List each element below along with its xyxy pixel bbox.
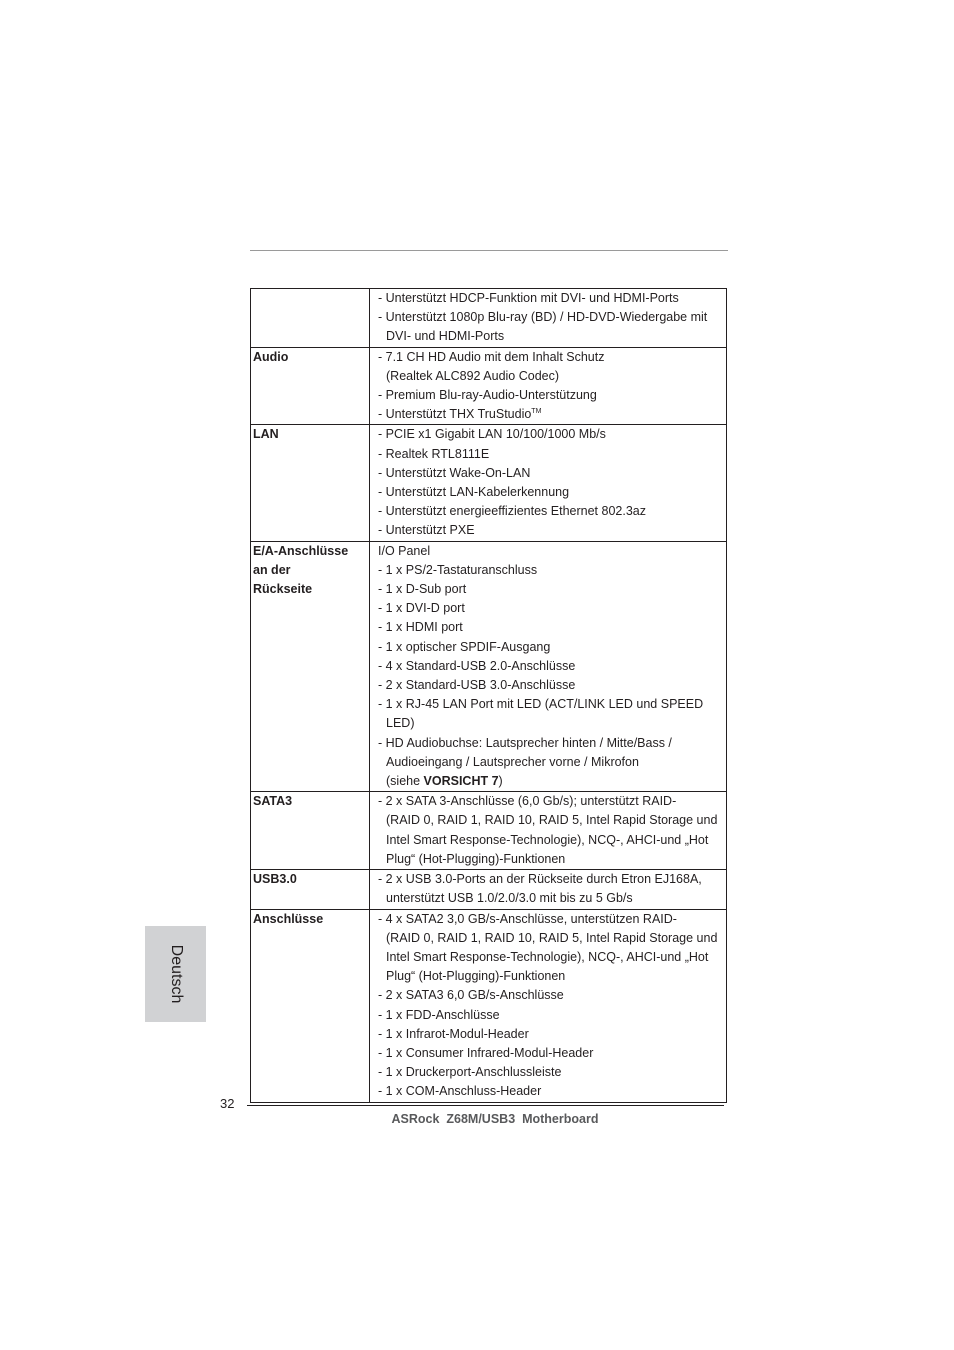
spec-line-text: Intel Smart Response-Technologie), NCQ-, AHCI-und „Hot bbox=[386, 949, 709, 964]
spec-line-text: (Realtek ALC892 Audio Codec) bbox=[386, 368, 560, 383]
spec-line bbox=[378, 657, 726, 676]
spec-line bbox=[378, 542, 726, 561]
spec-line-text: - 2 x USB 3.0-Ports an der Rückseite durch Etron EJ168A, bbox=[378, 872, 702, 887]
spec-line-text: DVI- und HDMI-Ports bbox=[386, 329, 505, 344]
footer-product-name: ASRock Z68M/USB3 Motherboard bbox=[391, 1112, 599, 1126]
spec-line bbox=[378, 792, 726, 811]
spec-line-text: Intel Smart Response-Technologie), NCQ-, AHCI-und „Hot bbox=[386, 832, 709, 847]
spec-line bbox=[378, 367, 726, 386]
spec-line bbox=[378, 929, 726, 948]
spec-line-text: - 1 x optischer SPDIF-Ausgang bbox=[378, 639, 551, 654]
spec-line-text: Plug“ (Hot-Plugging)-Funktionen bbox=[386, 851, 566, 866]
spec-line bbox=[378, 734, 726, 753]
spec-line bbox=[378, 599, 726, 618]
spec-line bbox=[378, 831, 726, 850]
spec-line bbox=[378, 986, 726, 1005]
spec-line bbox=[378, 695, 726, 714]
spec-line bbox=[378, 308, 726, 327]
spec-line bbox=[378, 1025, 726, 1044]
spec-line bbox=[378, 483, 726, 502]
spec-row bbox=[251, 425, 727, 541]
spec-line-text: (RAID 0, RAID 1, RAID 10, RAID 5, Intel Rapid Storage und bbox=[386, 813, 718, 828]
spec-row bbox=[251, 541, 727, 792]
spec-line-text: - 1 x HDMI port bbox=[378, 620, 463, 635]
spec-line-text: - 4 x SATA2 3,0 GB/s-Anschlüsse, unterstützen RAID- bbox=[378, 911, 677, 926]
spec-line bbox=[378, 561, 726, 580]
spec-value-cell bbox=[370, 289, 727, 348]
spec-line-text: - Realtek RTL8111E bbox=[378, 446, 490, 461]
spec-line bbox=[378, 521, 726, 540]
spec-line-text: - 1 x Consumer Infrared-Modul-Header bbox=[378, 1045, 594, 1060]
spec-line bbox=[378, 502, 726, 521]
spec-line-bold-reference: VORSICHT 7 bbox=[423, 774, 499, 789]
spec-line bbox=[378, 1006, 726, 1025]
language-side-tab-label: Deutsch bbox=[167, 944, 185, 1004]
spec-line-text: - 1 x Infrarot-Modul-Header bbox=[378, 1026, 529, 1041]
spec-line-text: - Premium Blu-ray-Audio-Unterstützung bbox=[378, 388, 597, 403]
top-rule bbox=[250, 250, 728, 251]
spec-line bbox=[378, 910, 726, 929]
spec-line-text: - 1 x DVI-D port bbox=[378, 601, 465, 616]
spec-label: Audio bbox=[253, 349, 289, 364]
spec-value-cell bbox=[370, 909, 727, 1102]
page-number: 32 bbox=[220, 1096, 235, 1111]
spec-line bbox=[378, 811, 726, 830]
spec-line bbox=[378, 289, 726, 308]
spec-line-text: - Unterstützt THX TruStudio bbox=[378, 407, 532, 422]
spec-line-text: - Unterstützt Wake-On-LAN bbox=[378, 465, 531, 480]
spec-label-cell bbox=[251, 909, 370, 1102]
spec-line bbox=[378, 870, 726, 889]
spec-line bbox=[378, 464, 726, 483]
spec-line bbox=[378, 889, 726, 908]
spec-label-cell bbox=[251, 289, 370, 348]
spec-line-text: - 1 x FDD-Anschlüsse bbox=[378, 1007, 500, 1022]
spec-line-text: LED) bbox=[386, 716, 415, 731]
spec-label: SATA3 bbox=[253, 794, 293, 809]
spec-label: USB3.0 bbox=[253, 872, 297, 887]
spec-line-text: - 1 x PS/2-Tastaturanschluss bbox=[378, 562, 538, 577]
spec-line bbox=[378, 386, 726, 405]
spec-line bbox=[378, 948, 726, 967]
spec-row bbox=[251, 870, 727, 909]
language-side-tab bbox=[145, 926, 206, 1022]
spec-line bbox=[378, 967, 726, 986]
spec-label-cell bbox=[251, 870, 370, 909]
spec-line-suffix: ) bbox=[498, 774, 503, 789]
spec-line-text: - 1 x Druckerport-Anschlussleiste bbox=[378, 1065, 562, 1080]
spec-line-text: - Unterstützt PXE bbox=[378, 523, 475, 538]
spec-line bbox=[378, 1044, 726, 1063]
spec-line-text: - Unterstützt energieeffizientes Ethernet 802.3az bbox=[378, 504, 646, 519]
spec-line bbox=[378, 327, 726, 346]
spec-line-text: - PCIE x1 Gigabit LAN 10/100/1000 Mb/s bbox=[378, 427, 606, 442]
spec-line bbox=[378, 676, 726, 695]
spec-line-text: (siehe bbox=[386, 774, 424, 789]
spec-label-cell bbox=[251, 347, 370, 425]
spec-label-cell bbox=[251, 425, 370, 541]
spec-value-cell bbox=[370, 425, 727, 541]
spec-line-text: - HD Audiobuchse: Lautsprecher hinten / Mitte/Bass / bbox=[378, 735, 672, 750]
spec-line bbox=[378, 714, 726, 733]
spec-line bbox=[378, 580, 726, 599]
spec-line bbox=[378, 638, 726, 657]
spec-value-cell bbox=[370, 541, 727, 792]
spec-table bbox=[250, 288, 727, 1103]
spec-line bbox=[378, 445, 726, 464]
spec-line-text: - 7.1 CH HD Audio mit dem Inhalt Schutz bbox=[378, 349, 605, 364]
spec-line bbox=[378, 618, 726, 637]
spec-value-cell bbox=[370, 792, 727, 870]
spec-line bbox=[378, 405, 726, 424]
spec-line bbox=[378, 348, 726, 367]
spec-line-text: - Unterstützt 1080p Blu-ray (BD) / HD-DVD-Wiedergabe mit bbox=[378, 310, 708, 325]
spec-line-text: Audioeingang / Lautsprecher vorne / Mikrofon bbox=[386, 754, 639, 769]
trademark-superscript: TM bbox=[531, 408, 542, 416]
spec-line bbox=[378, 425, 726, 444]
spec-line-text: - 2 x Standard-USB 3.0-Anschlüsse bbox=[378, 678, 576, 693]
spec-line-text: Plug“ (Hot-Plugging)-Funktionen bbox=[386, 969, 566, 984]
spec-line-text: (RAID 0, RAID 1, RAID 10, RAID 5, Intel Rapid Storage und bbox=[386, 930, 718, 945]
spec-label: E/A-Anschlüsse an der Rückseite bbox=[253, 543, 349, 597]
spec-line bbox=[378, 772, 726, 791]
spec-line-text: - Unterstützt LAN-Kabelerkennung bbox=[378, 485, 570, 500]
spec-row bbox=[251, 289, 727, 348]
spec-label: Anschlüsse bbox=[253, 911, 324, 926]
spec-line bbox=[378, 753, 726, 772]
spec-label-cell bbox=[251, 792, 370, 870]
spec-line-text: I/O Panel bbox=[378, 543, 431, 558]
spec-row bbox=[251, 792, 727, 870]
spec-value-cell bbox=[370, 870, 727, 909]
spec-row bbox=[251, 347, 727, 425]
spec-row bbox=[251, 909, 727, 1102]
spec-line bbox=[378, 1082, 726, 1101]
bottom-rule bbox=[247, 1105, 724, 1106]
spec-line-text: - 1 x COM-Anschluss-Header bbox=[378, 1084, 542, 1099]
spec-value-cell bbox=[370, 347, 727, 425]
spec-line bbox=[378, 850, 726, 869]
spec-table-body bbox=[251, 289, 727, 1103]
spec-line-text: - 2 x SATA 3-Anschlüsse (6,0 Gb/s); unterstützt RAID- bbox=[378, 794, 677, 809]
spec-line-text: unterstützt USB 1.0/2.0/3.0 mit bis zu 5 Gb/s bbox=[386, 891, 633, 906]
spec-label: LAN bbox=[253, 427, 279, 442]
spec-line bbox=[378, 1063, 726, 1082]
spec-line-text: - 1 x D-Sub port bbox=[378, 582, 467, 597]
spec-line-text: - Unterstützt HDCP-Funktion mit DVI- und HDMI-Ports bbox=[378, 291, 679, 305]
spec-line-text: - 1 x RJ-45 LAN Port mit LED (ACT/LINK LED und SPEED bbox=[378, 697, 704, 712]
spec-label-cell bbox=[251, 541, 370, 792]
spec-line-text: - 4 x Standard-USB 2.0-Anschlüsse bbox=[378, 658, 576, 673]
spec-line-text: - 2 x SATA3 6,0 GB/s-Anschlüsse bbox=[378, 988, 564, 1003]
